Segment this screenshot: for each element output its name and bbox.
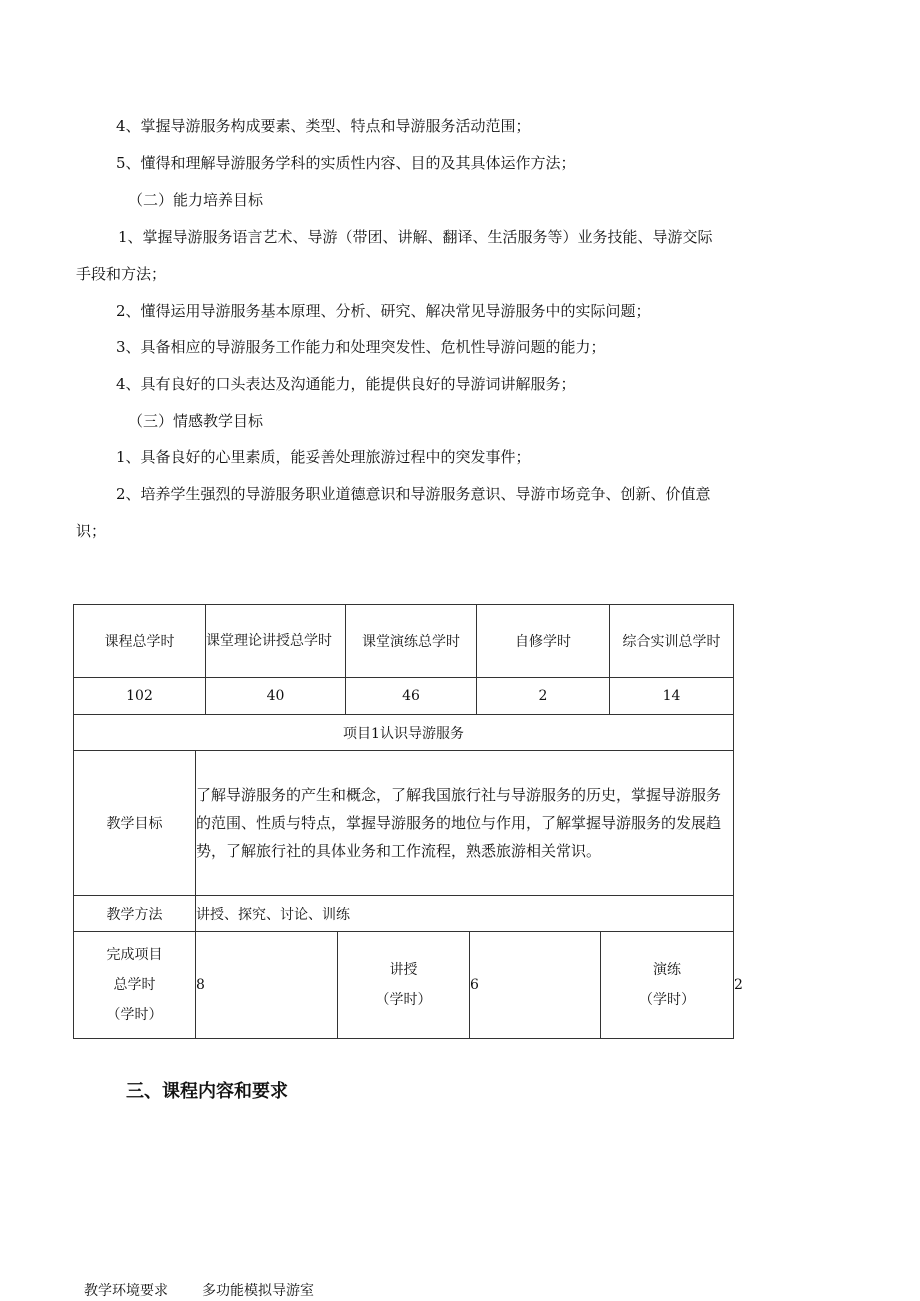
project-hours-label-3: （学时） — [106, 1007, 163, 1023]
objective-emotion-2-cont: 识； — [76, 522, 107, 540]
header-selfstudy-hours: 自修学时 — [477, 605, 610, 678]
value-training-hours: 14 — [610, 678, 734, 715]
lecture-label — [338, 932, 470, 1039]
goal-text: 了解导游服务的产生和概念，了解我国旅行社与导游服务的历史，掌握导游服务的范围、性质与特点，掌握导游服务的地位与作用，了解掌握导游服务的发展趋势，了解旅行社的具体业务和工作流程，熟悉旅游相关常识。 — [196, 751, 734, 896]
practice-label-text: 演练 — [653, 962, 681, 978]
goal-label: 教学目标 — [74, 751, 196, 896]
objective-ability-4: 4、具有良好的口头表达及沟通能力，能提供良好的导游词讲解服务； — [116, 375, 576, 393]
lecture-hours: 6 — [470, 932, 601, 1039]
project-hours-label — [74, 932, 196, 1039]
value-selfstudy-hours: 2 — [477, 678, 610, 715]
value-practice-hours: 46 — [346, 678, 477, 715]
objective-ability-2: 2、懂得运用导游服务基本原理、分析、研究、解决常见导游服务中的实际问题； — [116, 302, 651, 320]
header-training-hours: 综合实训总学时 — [610, 605, 734, 678]
section-emotion-title: （三）情感教学目标 — [128, 412, 264, 430]
section-heading-course-content: 三、课程内容和要求 — [126, 1081, 288, 1102]
objective-ability-1: 1、掌握导游服务语言艺术、导游（带团、讲解、翻译、生活服务等）业务技能、导游交际 — [118, 228, 713, 246]
footer-env-value: 多功能模拟导游室 — [202, 1283, 314, 1299]
value-total-hours: 102 — [74, 678, 206, 715]
objective-knowledge-4: 4、掌握导游服务构成要素、类型、特点和导游服务活动范围； — [116, 117, 531, 135]
project-hours-label-2: 总学时 — [113, 977, 156, 993]
header-total-hours: 课程总学时 — [74, 605, 206, 678]
practice-label — [601, 932, 734, 1039]
practice-label-unit: （学时） — [639, 992, 695, 1008]
objective-knowledge-5: 5、懂得和理解导游服务学科的实质性内容、目的及其具体运作方法； — [116, 154, 576, 172]
objective-emotion-2: 2、培养学生强烈的导游服务职业道德意识和导游服务意识、导游市场竞争、创新、价值意 — [116, 485, 711, 503]
objective-ability-1-cont: 手段和方法； — [76, 265, 167, 283]
lecture-label-unit: （学时） — [375, 992, 432, 1008]
method-label: 教学方法 — [74, 896, 196, 932]
header-practice-hours: 课堂演练总学时 — [346, 605, 477, 678]
project-title: 项目1认识导游服务 — [74, 715, 734, 751]
header-theory-hours: 课堂理论讲授总学时 — [206, 605, 346, 678]
objective-emotion-1: 1、具备良好的心里素质，能妥善处理旅游过程中的突发事件； — [116, 448, 531, 466]
objective-ability-3: 3、具备相应的导游服务工作能力和处理突发性、危机性导游问题的能力； — [116, 338, 606, 356]
value-theory-hours: 40 — [206, 678, 346, 715]
section-ability-title: （二）能力培养目标 — [128, 191, 264, 209]
lecture-label-text: 讲授 — [389, 962, 418, 978]
method-text: 讲授、探究、讨论、训练 — [196, 896, 734, 932]
course-hours-table: 课程总学时 课堂理论讲授总学时 课堂演练总学时 自修学时 综合实训总学时 102 40 46 2 14 项目1认识导游服务 教学目标 了解导游服务的产生和概念，了解我国旅行社与导游服务的历史，掌握导游服务的范围、性质与特点，掌握导游服务的地位与作用，了解掌握导游服务的发展趋势，了解旅行社的具体业务和工作流程，熟悉旅游相关常识。 教学方法 讲授、探究、讨论、训练 完成项目 总学时 （学时） 8 讲授 （学时） 6 演练 （学时） 2 — [73, 604, 734, 1039]
project-hours-label-1: 完成项目 — [106, 947, 163, 963]
footer-env-label: 教学环境要求 — [84, 1283, 168, 1299]
project-total-hours: 8 — [196, 932, 338, 1039]
